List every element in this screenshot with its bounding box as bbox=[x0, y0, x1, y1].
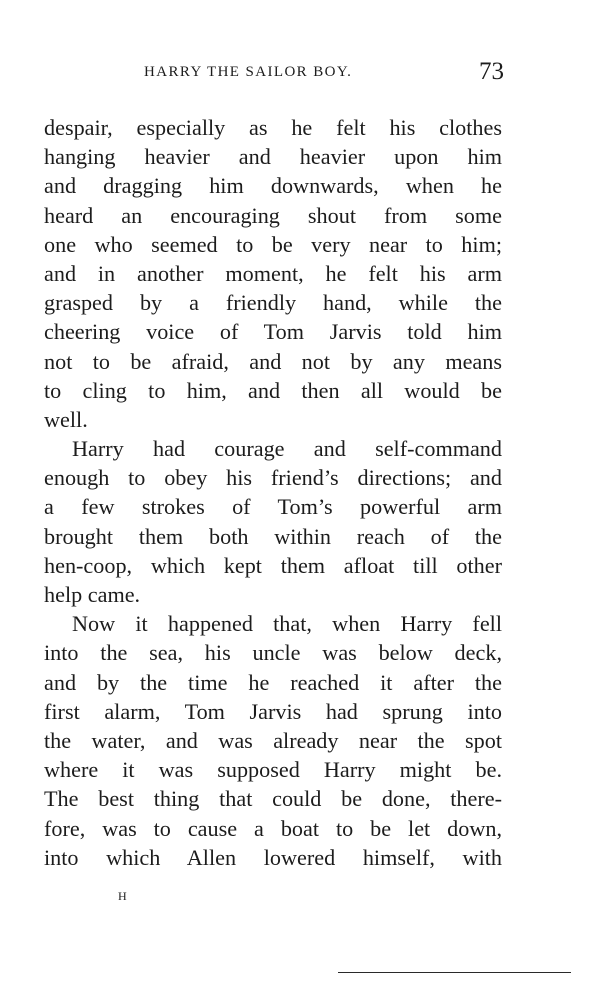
text-line: hen-coop, which kept them afloat till other bbox=[44, 552, 502, 578]
text-line: heard an encouraging shout from some bbox=[44, 202, 502, 228]
running-title: HARRY THE SAILOR BOY. bbox=[144, 64, 353, 80]
text-line: The best thing that could be done, there- bbox=[44, 786, 502, 812]
text-line: well. bbox=[44, 406, 88, 432]
text-line: and dragging him downwards, when he bbox=[44, 173, 502, 199]
text-line: despair, especially as he felt his clothes bbox=[44, 115, 502, 140]
text-line: brought them both within reach of the bbox=[44, 523, 502, 549]
text-line: and by the time he reached it after the bbox=[44, 669, 502, 695]
page-header bbox=[44, 60, 504, 90]
text-line: enough to obey his friend’s directions; and bbox=[44, 465, 502, 491]
text-line: grasped by a friendly hand, while the bbox=[44, 290, 502, 316]
paragraph-first-line: Harry had courage and self-command bbox=[72, 436, 502, 462]
text-line: fore, was to cause a boat to be let down, bbox=[44, 815, 502, 841]
text-line: where it was supposed Harry might be. bbox=[44, 757, 502, 783]
text-line: to cling to him, and then all would be bbox=[44, 377, 502, 403]
paragraph-first-line: Now it happened that, when Harry fell bbox=[72, 611, 502, 637]
text-line: hanging heavier and heavier upon him bbox=[44, 144, 502, 170]
text-line: and in another moment, he felt his arm bbox=[44, 260, 502, 286]
text-line: one who seemed to be very near to him; bbox=[44, 231, 502, 257]
text-line: into the sea, his uncle was below deck, bbox=[44, 640, 502, 666]
text-line: cheering voice of Tom Jarvis told him bbox=[44, 319, 502, 345]
text-line: the water, and was already near the spot bbox=[44, 727, 502, 753]
text-line: first alarm, Tom Jarvis had sprung into bbox=[44, 698, 502, 724]
signature-mark: H bbox=[118, 889, 128, 903]
text-line: not to be afraid, and not by any means bbox=[44, 348, 502, 374]
page-edge-rule bbox=[338, 972, 571, 973]
text-line: into which Allen lowered himself, with bbox=[44, 844, 502, 870]
body-text bbox=[44, 113, 502, 872]
page-number: 73 bbox=[479, 58, 504, 85]
text-line: a few strokes of Tom’s powerful arm bbox=[44, 494, 502, 520]
text-line: help came. bbox=[44, 582, 141, 607]
